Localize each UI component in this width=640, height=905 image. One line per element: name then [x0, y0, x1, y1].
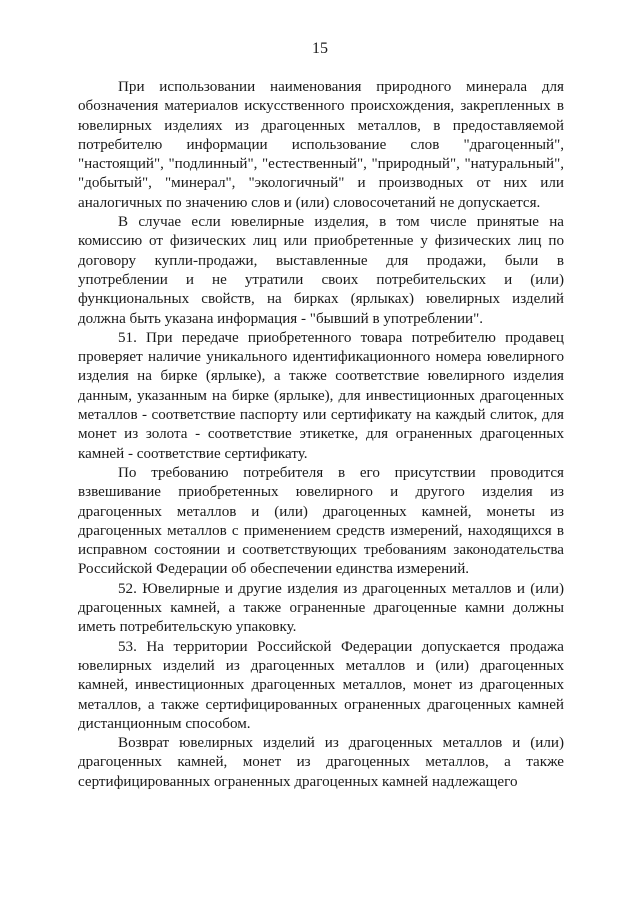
paragraph-used-items: В случае если ювелирные изделия, в том числе принятые на комиссию от физических лиц или приобретенные у физических лиц по договору купли-продажи, выставленные для продажи, были в употреблении и не утратили своих потребительских и (или) функциональных свойств, на бирках (ярлыках) ювелирных изделий должна быть указана информация - "бывший в употреблении".	[78, 214, 564, 327]
paragraph-53-remote-sale: 53. На территории Российской Федерации допускается продажа ювелирных изделий из драгоценных металлов и (или) драгоценных камней, инвестиционных драгоценных металлов, монет из драгоценных металлов, а также сертифицированных ограненных драгоценных камней дистанционным способом.	[78, 638, 564, 732]
paragraph-weighing: По требованию потребителя в его присутствии проводится взвешивание приобретенных ювелирного и другого изделия из драгоценных металлов и (или) драгоценных камней, монеты из драгоценных металлов с применением средств измерений, находящихся в исправном состоянии и соответствующих требованиям законодательства Российской Федерации об обеспечении единства измерений.	[78, 464, 564, 578]
page-number: 15	[312, 40, 328, 57]
paragraph-mineral-naming: При использовании наименования природного минерала для обозначения материалов искусственного происхождения, закрепленных в ювелирных изделиях из драгоценных металлов, в предоставляемой потребителю информации использование слов "драгоценный", "настоящий", "подлинный", "естественный", "природный", "натуральный", "добытый", "минерал", "экологичный" и производных от них или аналогичных по значению слов и (или) словосочетаний не допускается.	[78, 79, 564, 211]
paragraph-51-transfer-check: 51. При передаче приобретенного товара потребителю продавец проверяет наличие уникального идентификационного номера ювелирного изделия на бирке (ярлыке), а также соответствие ювелирного изделия данным, указанным на бирке (ярлыке), для инвестиционных драгоценных металлов - соответствие паспорту или сертификату на каждый слиток, для монет из золота - соответствие этикетке, для ограненных драгоценных камней - соответствие сертификату.	[78, 329, 564, 462]
paragraph-52-packaging: 52. Ювелирные и другие изделия из драгоценных металлов и (или) драгоценных камней, а также ограненные драгоценные камни должны иметь потребительскую упаковку.	[78, 580, 564, 636]
document-body	[78, 78, 564, 792]
paragraph-return: Возврат ювелирных изделий из драгоценных металлов и (или) драгоценных камней, монет из драгоценных металлов, а также сертифицированных ограненных драгоценных камней надлежащего	[78, 735, 564, 790]
